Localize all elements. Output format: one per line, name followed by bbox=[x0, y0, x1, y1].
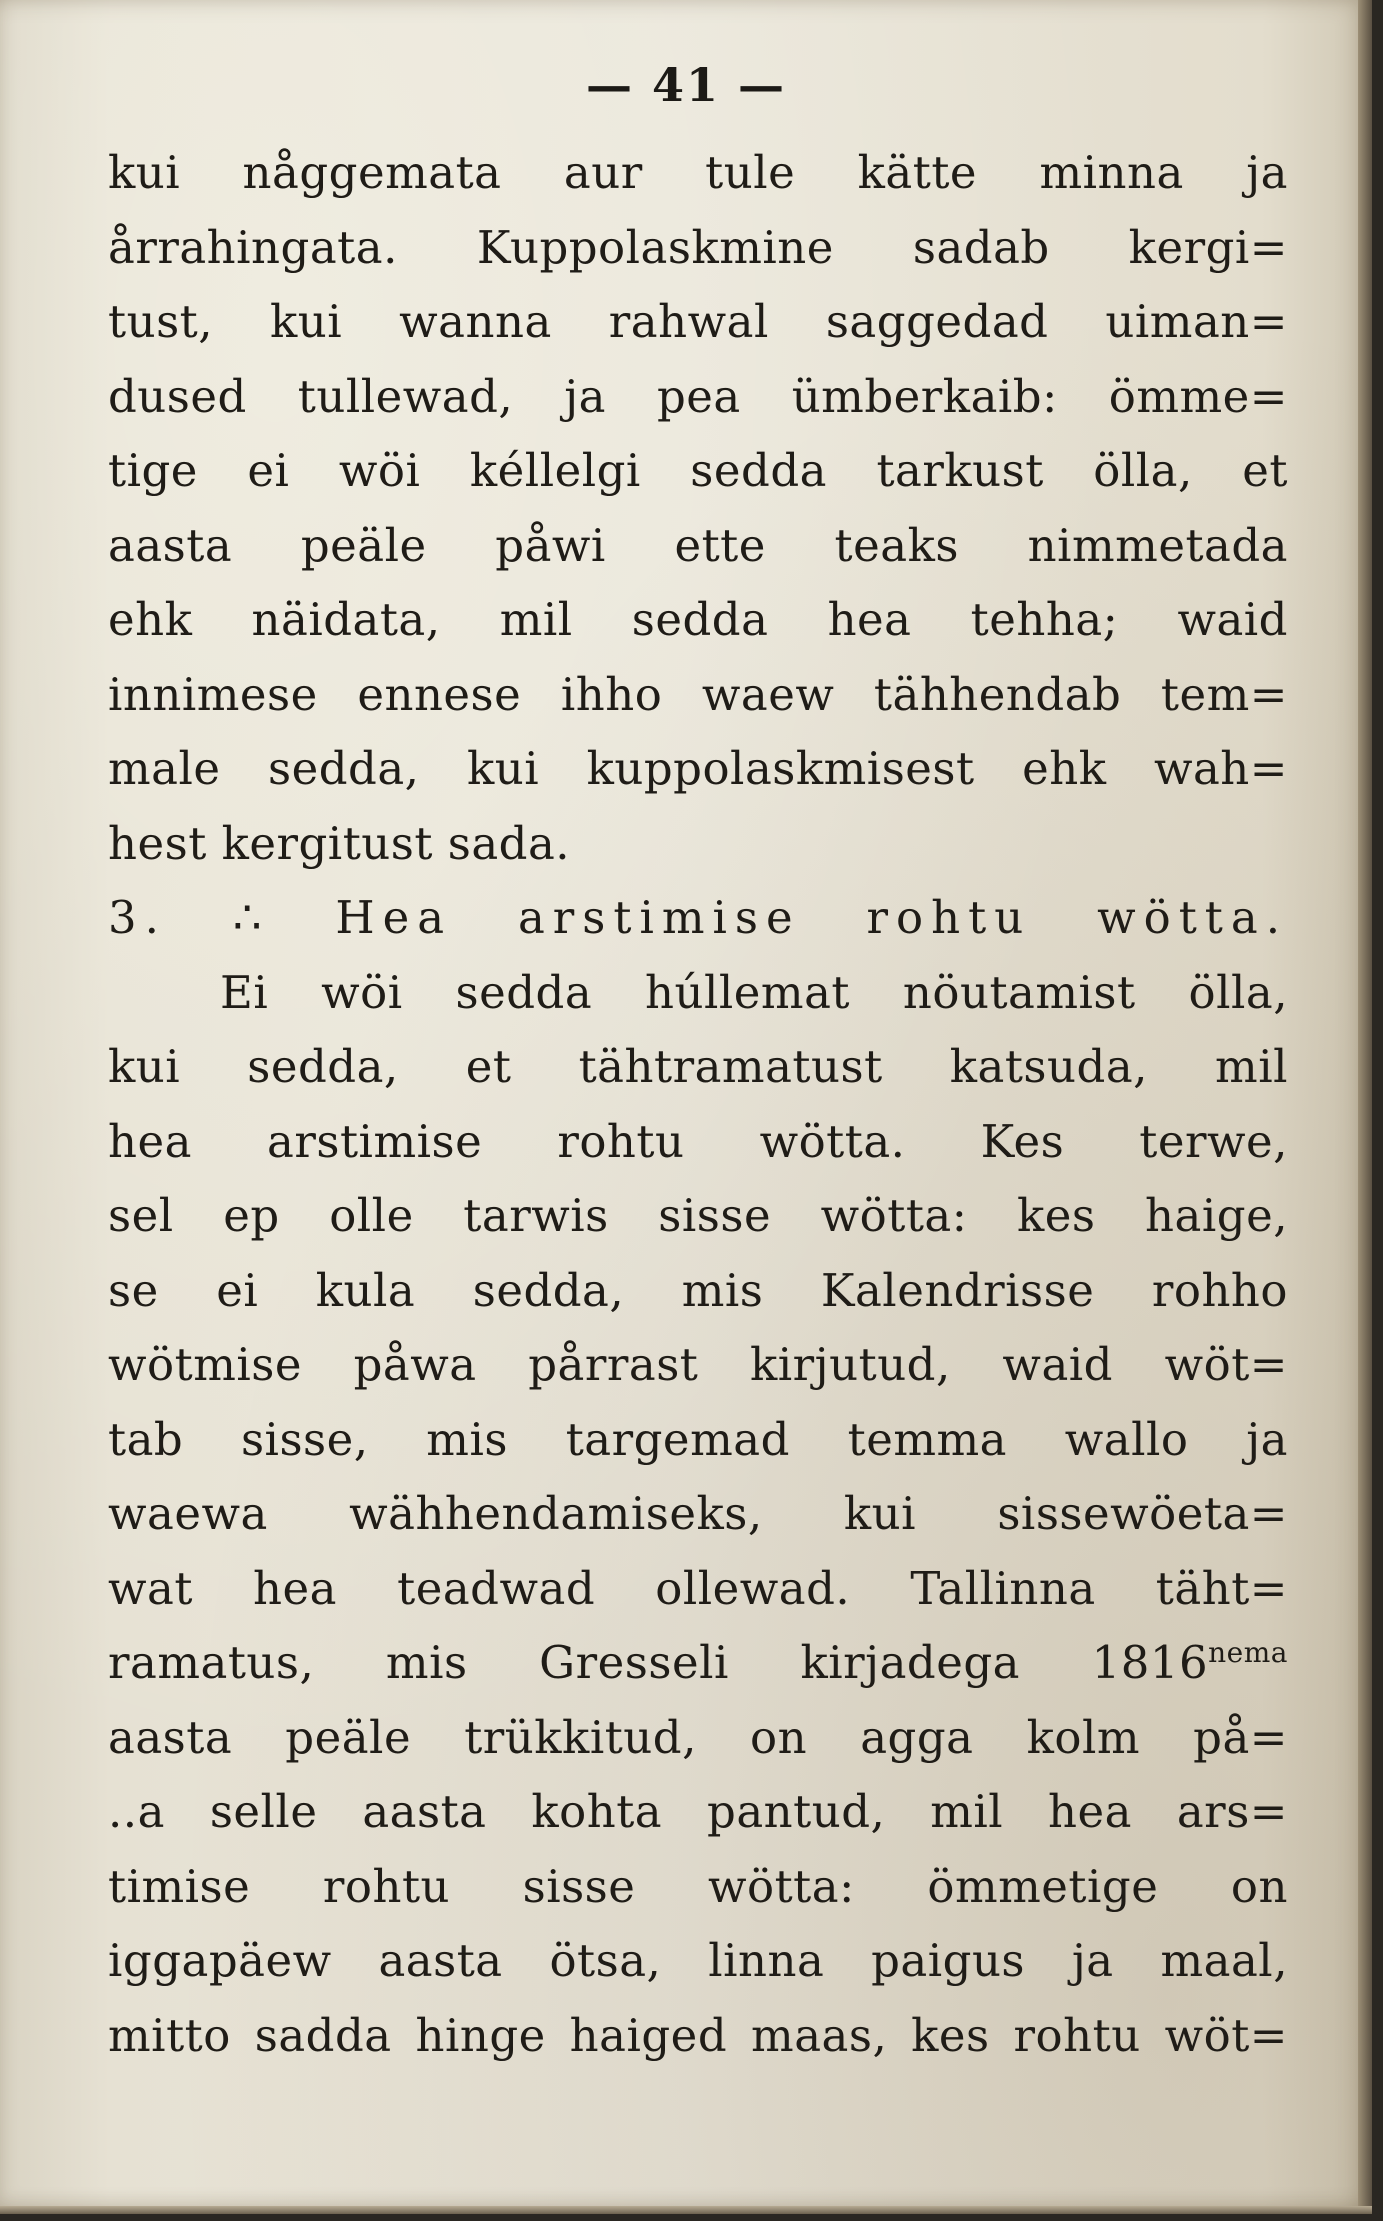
text-line-main: ramatus, mis Gresseli kirjadega 1816 bbox=[108, 1636, 1209, 1689]
text-line: tige ei wöi kéllelgi sedda tarkust ölla, et bbox=[108, 444, 1288, 497]
text-line: innimese ennese ihho waew tähhendab tem= bbox=[108, 667, 1288, 721]
text-line: årrahingata. Kuppolaskmine sadab kergi= bbox=[108, 220, 1288, 274]
text-line: aasta peäle trükkitud, on agga kolm på= bbox=[108, 1710, 1288, 1764]
text-line: sel ep olle tarwis sisse wötta: kes haige, bbox=[108, 1189, 1288, 1242]
text-line: kui någgemata aur tule kätte minna ja bbox=[108, 146, 1288, 199]
text-line: tust, kui wanna rahwal saggedad uiman= bbox=[108, 295, 1288, 348]
text-line: timise rohtu sisse wötta: ömmetige on bbox=[108, 1859, 1288, 1913]
text-line: ehk näidata, mil sedda hea tehha; waid bbox=[108, 593, 1288, 646]
text-line-with-year bbox=[108, 1626, 1288, 1701]
page-number: — 41 — bbox=[585, 58, 787, 112]
text-line: Ei wöi sedda húllemat nöutamist ölla, bbox=[220, 965, 1288, 1019]
text-line: waewa wähhendamiseks, kui sissewöeta= bbox=[108, 1487, 1288, 1540]
text-line: hest kergitust sada. bbox=[108, 816, 571, 870]
year-suffix: nema bbox=[1208, 1636, 1288, 1669]
page-bottom-edge bbox=[0, 2206, 1372, 2214]
text-line: aasta peäle påwi ette teaks nimmetada bbox=[108, 518, 1288, 572]
text-line: hea arstimise rohtu wötta. Kes terwe, bbox=[108, 1114, 1288, 1168]
text-line: dused tullewad, ja pea ümberkaib: ömme= bbox=[108, 369, 1288, 423]
text-line: wötmise påwa pårrast kirjutud, waid wöt= bbox=[108, 1338, 1288, 1391]
text-line: ..a selle aasta kohta pantud, mil hea ars= bbox=[108, 1785, 1288, 1838]
text-line: male sedda, kui kuppolaskmisest ehk wah= bbox=[108, 742, 1288, 795]
text-line: wat hea teadwad ollewad. Tallinna täht= bbox=[108, 1561, 1288, 1615]
text-line: mitto sadda hinge haiged maas, kes rohtu wöt= bbox=[108, 2008, 1288, 2062]
text-line: se ei kula sedda, mis Kalendrisse rohho bbox=[108, 1263, 1288, 1317]
section-heading: 3. ∴ Hea arstimise rohtu wötta. bbox=[108, 891, 1288, 944]
body-text bbox=[108, 136, 1288, 2073]
text-line: iggapäew aasta ötsa, linna paigus ja maal, bbox=[108, 1934, 1288, 1987]
text-line: tab sisse, mis targemad temma wallo ja bbox=[108, 1412, 1288, 1466]
text-line: kui sedda, et tähtramatust katsuda, mil bbox=[108, 1040, 1288, 1093]
book-spine-shadow bbox=[1358, 0, 1372, 2214]
